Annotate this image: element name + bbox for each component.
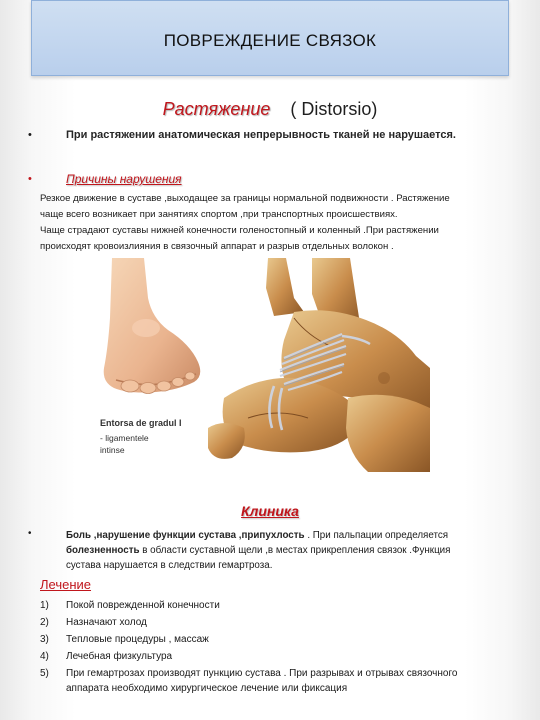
bullet-symbol: • <box>28 129 32 141</box>
slide: ПОВРЕЖДЕНИЕ СВЯЗОК Растяжение ( Distorsio) • При растяжении анатомическая непрерывность тканей не нарушается. • Причины нарушения Резкое движение в суставе ,выходащее за границы нормальной подвижности . Растяжение чаще всего возникает при занятиях спортом ,при транспортных происшествиях. Чаще страдают суставы нижней конечности голеностопный и коленный .При растяжении происходят кровоизлияния в связочный аппарат и разрыв отдельных волокон . Entorsa de gradul I - ligamentele intinse Клиника • Боль ,нарушение функции сустава ,припухлость . При пальпации определяется болезненность в области суставной щели ,в местах прикрепления связок .Функция сустава нарушается в следствии гемартроза. Лечение 1) Покой поврежденной конечности 2) Назначают холод 3) Тепловые процедуры , массаж 4) Лечебная физкультура 5) При гемартрозах производят пункцию сустава . При разрывах и отрывах связочного аппарата необходимо хирургическое лечение или фиксация <box>0 0 540 720</box>
causes-heading: Причины нарушения <box>66 172 182 186</box>
ankle-bones-drawing <box>208 258 430 472</box>
causes-paragraph <box>40 191 450 255</box>
causes-line: Чаще страдают суставы нижней конечности голеностопный и коленный .При растяжении <box>40 225 439 236</box>
causes-line: Резкое движение в суставе ,выходащее за границы нормальной подвижности . Растяжение <box>40 193 450 204</box>
subtitle <box>0 99 540 120</box>
bullet-symbol: • <box>28 173 32 185</box>
subtitle-term: Растяжение <box>162 99 271 119</box>
causes-line: чаще всего возникает при занятиях спортом ,при транспортных происшествиях. <box>40 209 398 220</box>
ankle-illustration <box>98 258 430 472</box>
clinic-line: болезненность в области суставной щели ,в местах прикрепления связок .Функция <box>66 545 451 556</box>
subtitle-latin: ( Distorsio) <box>290 99 378 119</box>
swollen-foot-drawing <box>104 258 201 394</box>
clinic-line: сустава нарушается в следствии гемартроза. <box>66 560 273 571</box>
page-title: ПОВРЕЖДЕНИЕ СВЯЗОК <box>163 31 377 50</box>
clinic-heading: Клиника <box>241 503 299 519</box>
caption-line: - ligamentele <box>100 433 149 443</box>
caption-line: intinse <box>100 445 125 455</box>
treatment-heading: Лечение <box>40 577 92 592</box>
continuity-text: При растяжении анатомическая непрерывность тканей не нарушается. <box>66 129 456 141</box>
caption-line: Entorsa de gradul I <box>100 418 182 428</box>
bullet-symbol: • <box>28 528 32 539</box>
title-banner <box>31 0 509 76</box>
clinic-paragraph <box>66 528 450 573</box>
causes-line: происходят кровоизлияния в связочный аппарат и разрыв отдельных волокон . <box>40 241 394 252</box>
clinic-line: Боль ,нарушение функции сустава ,припухлость . При пальпации определяется <box>66 530 449 541</box>
